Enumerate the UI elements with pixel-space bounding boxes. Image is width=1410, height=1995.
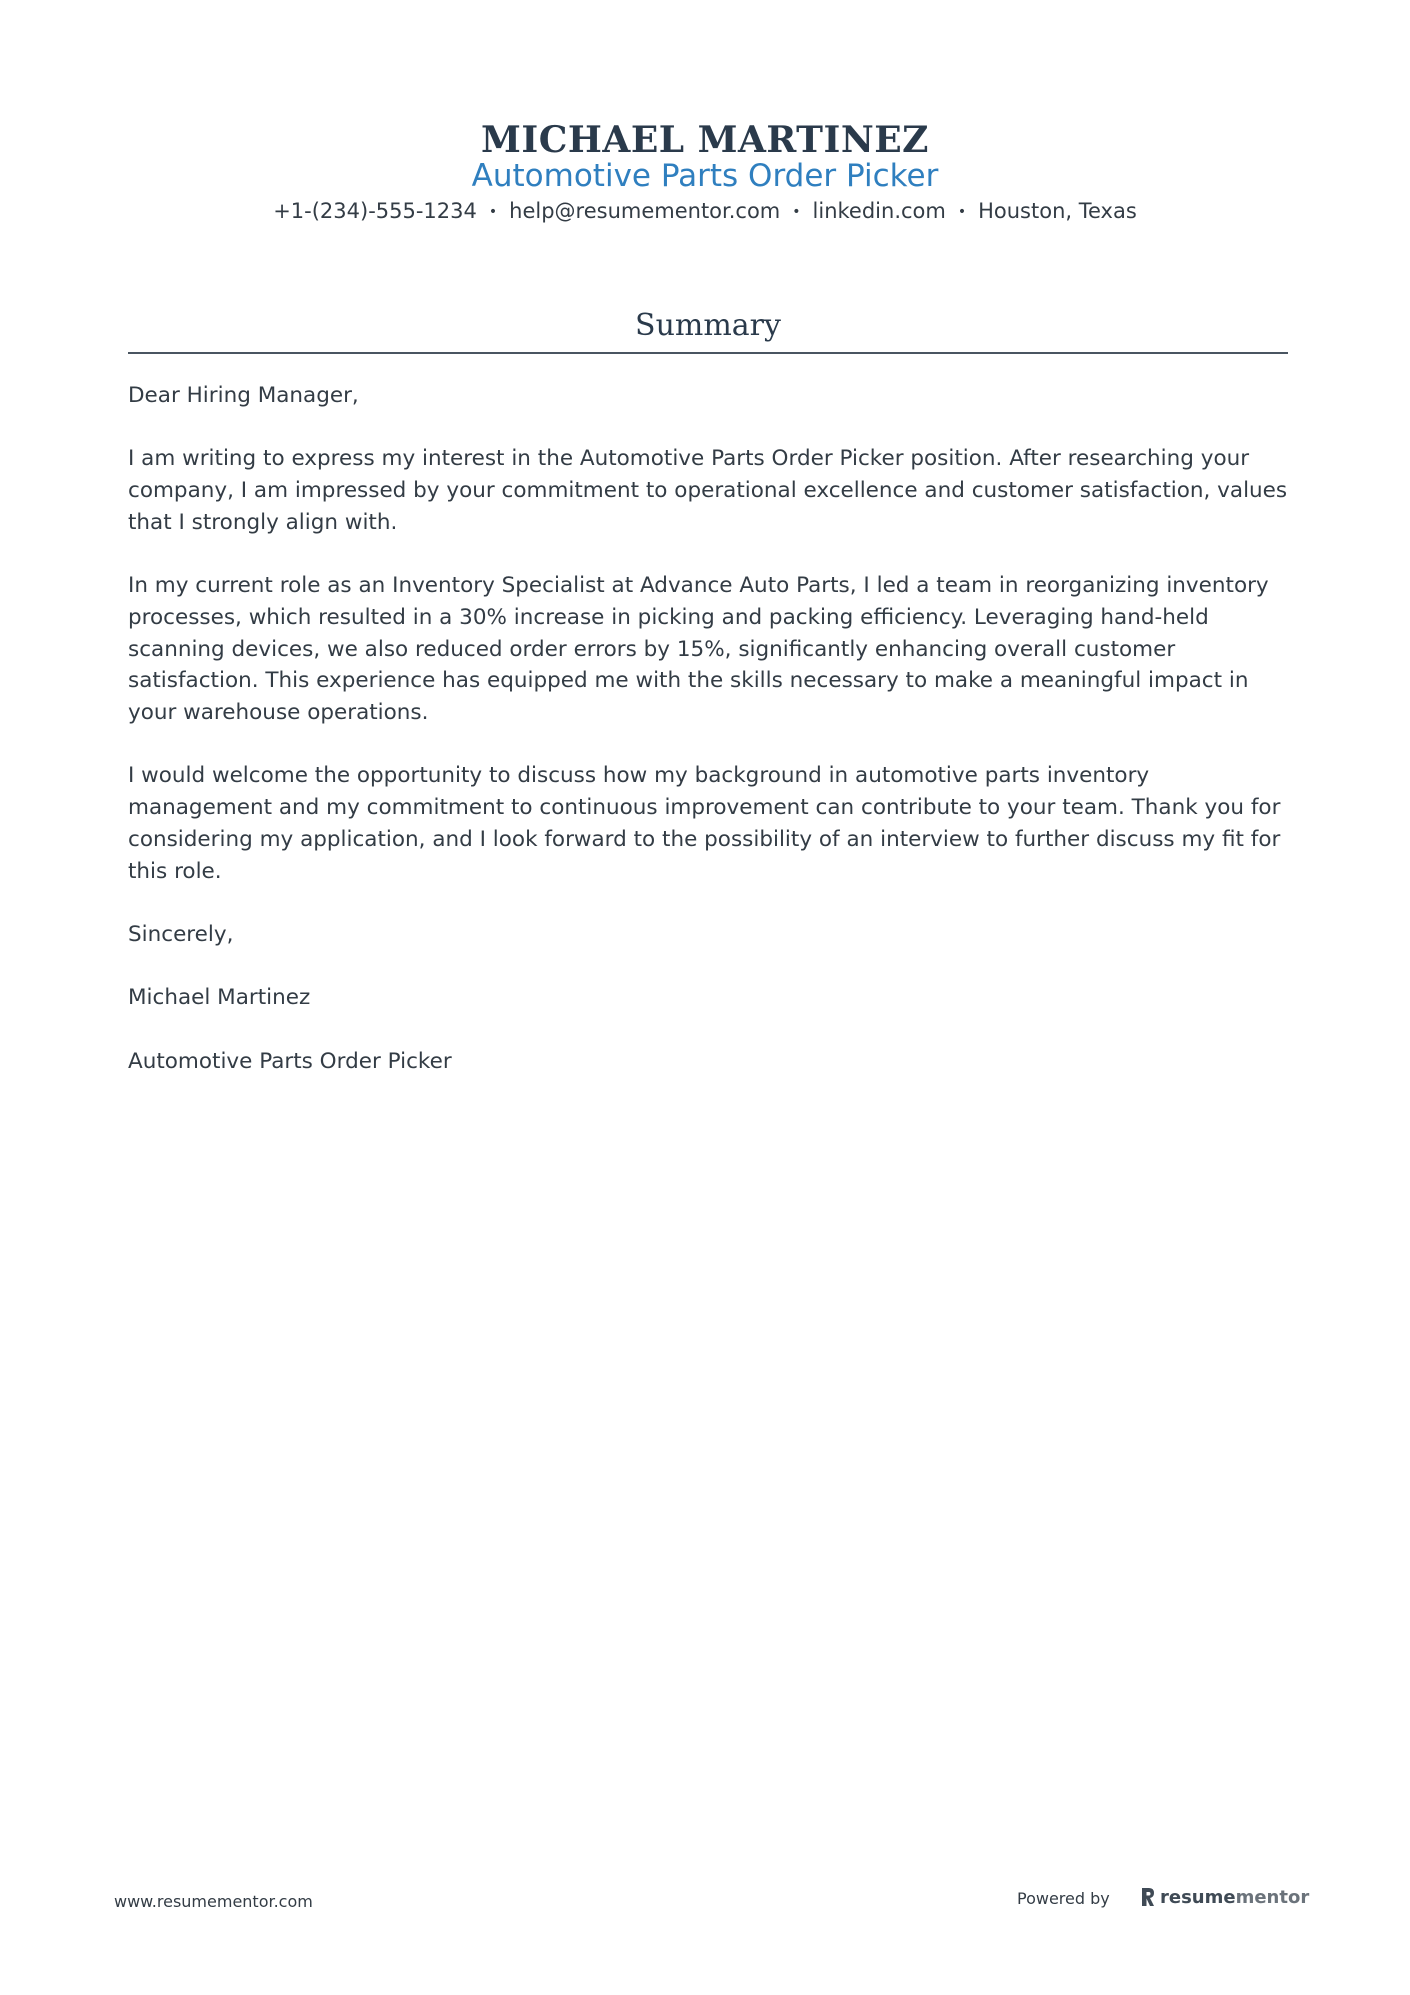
contact-email[interactable]: help@resumementor.com [509,199,781,223]
resumementor-logo-icon [1141,1887,1155,1907]
contact-phone: +1-(234)-555-1234 [273,199,477,223]
applicant-job-title: Automotive Parts Order Picker [471,158,939,194]
contact-location: Houston, Texas [978,199,1137,223]
applicant-name: MICHAEL MARTINEZ [481,119,929,161]
signature-title: Automotive Parts Order Picker [128,1048,452,1074]
section-heading-summary: Summary [635,308,781,343]
signature-name: Michael Martinez [128,985,311,1011]
letter-body [128,380,1290,1109]
letter-closing: Sincerely, [128,921,234,947]
contact-separator: • [792,204,801,220]
letter-paragraph: In my current role as an Inventory Specialist at Advance Auto Parts, I led a team in reorganizing inventory processes, which resulted in a 30% increase in picking and packing efficiency. Leveraging hand-held scanning devices, we also reduced order errors by 15%, significantly enhancing overall customer satisfaction. This experience has equipped me with the skills necessary to make a meaningful impact in your warehouse operations. [128,573,1269,725]
contact-separator: • [488,204,498,220]
resumementor-logo[interactable] [1141,1884,1309,1910]
logo-text-resume: resume [1160,1886,1236,1908]
letter-paragraph: I would welcome the opportunity to discuss how my background in automotive parts inventory management and my commitment to continuous improvement can contribute to your team. Thank you for considering my application, and I look forward to the possibility of an interview to further discuss my fit for this role. [128,763,1281,884]
contact-linkedin[interactable]: linkedin.com [812,199,946,223]
footer-website-link[interactable]: www.resumementor.com [114,1892,313,1911]
letter-salutation: Dear Hiring Manager, [128,383,359,408]
logo-text-mentor: mentor [1235,1886,1310,1908]
letter-paragraph: I am writing to express my interest in the Automotive Parts Order Picker position. After researching your company, I am impressed by your commitment to operational excellence and customer satisfaction, values that I strongly align with. [128,446,1288,535]
contact-separator: • [957,204,967,220]
section-divider [128,352,1288,354]
footer-powered-by: Powered by [1017,1889,1110,1908]
contact-line [0,196,1410,227]
